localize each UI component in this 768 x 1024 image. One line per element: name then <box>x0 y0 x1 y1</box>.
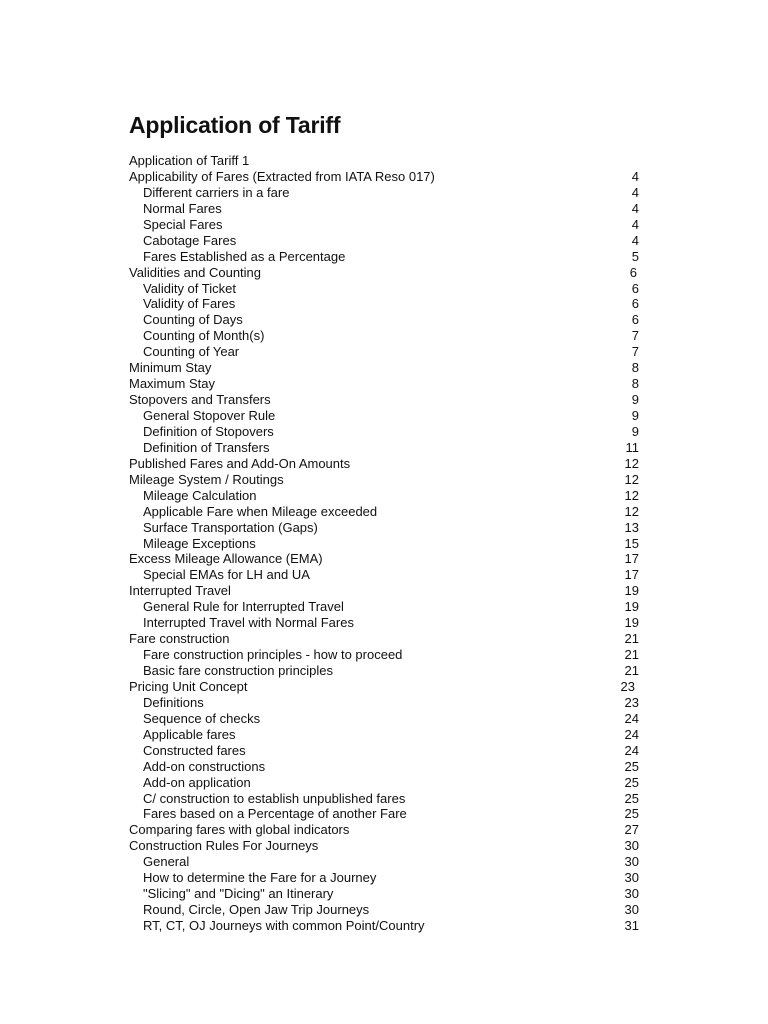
toc-entry <box>129 392 639 408</box>
toc-entry-label: "Slicing" and "Dicing" an Itinerary <box>143 886 334 902</box>
toc-entry <box>129 886 639 902</box>
toc-entry-label: Fare construction <box>129 631 230 647</box>
toc-entry-label: Basic fare construction principles <box>143 663 334 678</box>
toc-entry <box>129 328 639 344</box>
toc-entry-page-number: 4 <box>631 216 639 232</box>
toc-entry-label: Pricing Unit Concept <box>129 678 248 694</box>
toc-entry <box>129 695 639 711</box>
toc-entry-label: Validity of Fares <box>143 296 236 312</box>
toc-entry <box>129 551 639 567</box>
toc-entry-label: Surface Transportation (Gaps) <box>143 519 318 535</box>
toc-entry <box>129 775 639 791</box>
toc-entry-label: Mileage Calculation <box>143 487 257 503</box>
toc-entry-page-number: 24 <box>624 710 639 726</box>
toc-entry <box>129 615 639 631</box>
toc-entry-label: Add-on application <box>143 774 251 790</box>
toc-entry-page-number: 9 <box>631 392 639 408</box>
toc-entry <box>129 440 639 456</box>
toc-entry <box>129 806 639 822</box>
toc-entry-page-number: 30 <box>624 838 639 854</box>
toc-entry-page-number: 4 <box>631 184 639 200</box>
toc-entry-page-number: 9 <box>631 423 639 439</box>
toc-entry-page-number: 12 <box>624 487 639 503</box>
toc-entry-page-number: 25 <box>624 758 639 774</box>
toc-entry-page-number: 24 <box>624 726 639 742</box>
toc-entry-label: General Stopover Rule <box>143 408 276 423</box>
toc-entry <box>129 599 639 615</box>
toc-entry-label: Application of Tariff 1 <box>129 153 250 168</box>
toc-entry-page-number: 15 <box>624 535 639 551</box>
toc-entry <box>129 504 639 520</box>
toc-entry <box>129 249 639 265</box>
toc-entry-page-number: 25 <box>624 790 639 806</box>
toc-entry-page-number: 30 <box>624 854 639 870</box>
toc-entry-page-number: 30 <box>624 902 639 918</box>
toc-entry-label: Mileage Exceptions <box>143 535 256 551</box>
toc-entry-label: Mileage System / Routings <box>129 471 284 487</box>
toc-entry-label: Constructed fares <box>143 742 246 758</box>
toc-entry-label: Counting of Days <box>143 312 243 328</box>
toc-entry-page-number: 7 <box>631 328 639 344</box>
toc-entry-label: Different carriers in a fare <box>143 184 290 200</box>
toc-entry-page-number: 19 <box>624 615 639 631</box>
toc-entry-page-number: 6 <box>631 312 639 328</box>
toc-entry <box>129 169 639 185</box>
toc-entry-label: Fare construction principles - how to proceed <box>143 647 403 663</box>
toc-entry <box>129 360 639 376</box>
toc-entry-page-number: 27 <box>624 822 639 838</box>
toc-entry-page-number: 4 <box>631 232 639 248</box>
toc-entry <box>129 296 639 312</box>
toc-entry-label: RT, CT, OJ Journeys with common Point/Country <box>143 918 425 933</box>
toc-entry <box>129 281 639 297</box>
toc-entry-label: Applicability of Fares (Extracted from IATA Reso 017) <box>129 168 435 184</box>
toc-entry-label: Definition of Stopovers <box>143 423 274 439</box>
toc-entry <box>129 408 639 424</box>
document-title: Application of Tariff <box>129 112 341 138</box>
toc-entry <box>129 727 639 743</box>
toc-entry <box>129 472 639 488</box>
toc-entry-label: Stopovers and Transfers <box>129 392 271 408</box>
toc-entry <box>129 536 639 552</box>
toc-entry-label: Construction Rules For Journeys <box>129 838 319 854</box>
toc-entry <box>129 488 639 504</box>
toc-entry <box>129 344 639 360</box>
toc-entry <box>129 201 639 217</box>
toc-entry <box>129 647 639 663</box>
toc-entry-page-number: 21 <box>624 647 639 663</box>
toc-entry <box>129 854 639 870</box>
toc-entry-label: Normal Fares <box>143 200 222 216</box>
toc-entry-page-number: 12 <box>624 471 639 487</box>
toc-entry-page-number: 8 <box>631 360 639 376</box>
toc-entry <box>129 679 639 695</box>
toc-entry <box>129 918 639 934</box>
toc-entry-page-number: 6 <box>631 280 639 296</box>
toc-entry <box>129 520 639 536</box>
toc-entry-page-number: 24 <box>624 742 639 758</box>
toc-entry-page-number: 6 <box>631 296 639 312</box>
toc-entry-page-number: 19 <box>624 583 639 599</box>
toc-entry-page-number: 19 <box>624 599 639 615</box>
toc-entry <box>129 233 639 249</box>
toc-entry <box>129 217 639 233</box>
toc-entry-label: Comparing fares with global indicators <box>129 822 350 838</box>
toc-entry <box>129 185 639 201</box>
toc-entry-page-number: 4 <box>631 168 639 184</box>
toc-entry-page-number: 11 <box>625 439 639 455</box>
toc-entry-page-number: 23 <box>624 694 639 710</box>
toc-entry-label: Minimum Stay <box>129 360 212 376</box>
toc-entry-label: Special Fares <box>143 216 223 232</box>
toc-entry-page-number: 8 <box>631 376 639 392</box>
toc-entry-page-number: 12 <box>624 503 639 519</box>
toc-entry-page-number: 9 <box>631 408 639 423</box>
toc-entry-label: Excess Mileage Allowance (EMA) <box>129 551 323 567</box>
toc-entry <box>129 711 639 727</box>
toc-entry-label: General Rule for Interrupted Travel <box>143 599 344 615</box>
toc-entry-label: Add-on constructions <box>143 758 266 774</box>
toc-entry-page-number: 12 <box>624 455 639 471</box>
toc-entry-page-number: 17 <box>624 567 639 583</box>
toc-entry-page-number: 17 <box>624 551 639 567</box>
toc-entry <box>129 265 639 281</box>
toc-entry-label: Validities and Counting <box>129 264 262 280</box>
toc-entry <box>129 631 639 647</box>
toc-entry-page-number: 7 <box>631 344 639 360</box>
toc-entry-label: Definition of Transfers <box>143 439 270 455</box>
toc-entry-label: Applicable Fare when Mileage exceeded <box>143 503 378 519</box>
toc-entry <box>129 759 639 775</box>
toc-entry-page-number: 31 <box>624 918 639 933</box>
toc-entry-label: Counting of Year <box>143 344 240 360</box>
toc-entry <box>129 376 639 392</box>
toc-entry <box>129 583 639 599</box>
toc-entry-label: Validity of Ticket <box>143 280 236 296</box>
toc-entry <box>129 456 639 472</box>
toc-entry <box>129 870 639 886</box>
toc-entry-label: Special EMAs for LH and UA <box>143 567 310 583</box>
toc-entry-page-number: 5 <box>631 248 639 264</box>
toc-entry-label: Counting of Month(s) <box>143 328 265 344</box>
toc-entry-page-number: 4 <box>631 200 639 216</box>
toc-entry-label: Definitions <box>143 694 204 710</box>
toc-entry <box>129 902 639 918</box>
toc-entry <box>129 424 639 440</box>
toc-entry-label: Fares Established as a Percentage <box>143 248 346 264</box>
toc-entry <box>129 822 639 838</box>
toc-entry <box>129 312 639 328</box>
toc-entry <box>129 567 639 583</box>
toc-entry-label: Maximum Stay <box>129 376 215 392</box>
toc-entry-page-number: 25 <box>624 806 639 822</box>
toc-entry <box>129 153 639 169</box>
toc-entry-page-number: 30 <box>624 886 639 902</box>
toc-entry-label: Published Fares and Add-On Amounts <box>129 455 351 471</box>
toc-entry-page-number: 6 <box>629 264 637 280</box>
toc-entry-label: Interrupted Travel with Normal Fares <box>143 615 354 631</box>
toc-entry-label: Interrupted Travel <box>129 583 231 599</box>
toc-entry-label: How to determine the Fare for a Journey <box>143 870 377 886</box>
toc-entry <box>129 663 639 679</box>
toc-entry-label: General <box>143 854 190 870</box>
toc-entry-page-number: 13 <box>624 519 639 535</box>
toc-entry-label: Applicable fares <box>143 726 236 742</box>
toc-entry-label: Cabotage Fares <box>143 232 237 248</box>
toc-entry-label: Fares based on a Percentage of another Fare <box>143 806 407 822</box>
toc-entry-page-number: 25 <box>624 774 639 790</box>
toc-entry <box>129 838 639 854</box>
toc-entry-page-number: 23 <box>620 678 635 694</box>
table-of-contents <box>129 153 639 934</box>
toc-entry-label: Round, Circle, Open Jaw Trip Journeys <box>143 902 370 918</box>
toc-entry-label: Sequence of checks <box>143 710 261 726</box>
toc-entry <box>129 791 639 807</box>
toc-entry <box>129 743 639 759</box>
toc-entry-page-number: 21 <box>624 631 639 647</box>
toc-entry-page-number: 30 <box>624 870 639 886</box>
toc-entry-page-number: 21 <box>624 663 639 678</box>
toc-entry-label: C/ construction to establish unpublished fares <box>143 790 406 806</box>
